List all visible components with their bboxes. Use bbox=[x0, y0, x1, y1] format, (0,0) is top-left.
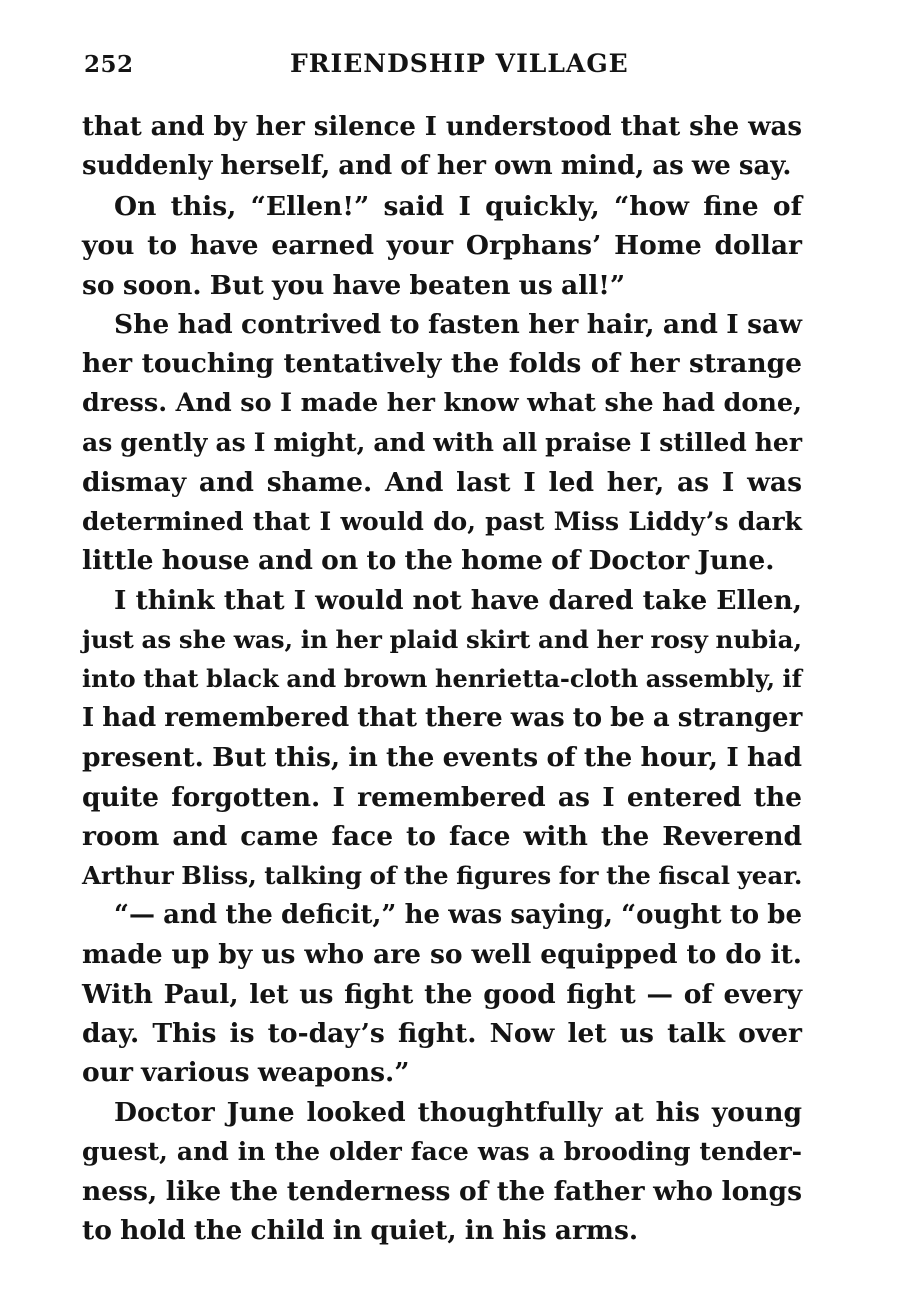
text-line: just as she was, in her plaid skirt and her rosy nubia, bbox=[82, 625, 802, 655]
text-line: into that black and brown henrietta-cloth assembly, if bbox=[82, 664, 802, 694]
text-line: “— and the deficit,” he was saying, “ought to be bbox=[114, 899, 802, 930]
text-line: that and by her silence I understood that she was bbox=[82, 112, 802, 142]
text-line: On this, “Ellen!” said I quickly, “how fine of bbox=[114, 190, 802, 222]
text-line: as gently as I might, and with all praise I stilled her bbox=[82, 428, 802, 458]
running-title: FRIENDSHIP VILLAGE bbox=[290, 49, 629, 78]
page-number: 252 bbox=[84, 51, 134, 78]
text-line: our various weapons.” bbox=[82, 1057, 410, 1089]
text-line: guest, and in the older face was a brooding tender- bbox=[82, 1137, 802, 1167]
text-line: so soon. But you have beaten us all!” bbox=[82, 269, 626, 301]
text-line: present. But this, in the events of the hour, I had bbox=[82, 742, 802, 774]
text-line: She had contrived to fasten her hair, and I saw bbox=[114, 308, 802, 340]
text-line: little house and on to the home of Doctor June. bbox=[82, 545, 775, 577]
text-line: ness, like the tenderness of the father who longs bbox=[82, 1175, 802, 1207]
text-line: you to have earned your Orphans’ Home dollar bbox=[82, 230, 802, 262]
text-line: I think that I would not have dared take Ellen, bbox=[114, 584, 802, 616]
text-line: dismay and shame. And last I led her, as I was bbox=[82, 466, 802, 498]
text-line: quite forgotten. I remembered as I entered the bbox=[82, 781, 802, 813]
text-line: Doctor June looked thoughtfully at his young bbox=[114, 1096, 802, 1128]
text-line: her touching tentatively the folds of her strange bbox=[82, 348, 802, 380]
text-line: room and came face to face with the Reverend bbox=[82, 821, 802, 853]
text-line: suddenly herself, and of her own mind, as we say. bbox=[82, 151, 792, 182]
text-line: made up by us who are so well equipped to do it. bbox=[82, 939, 802, 971]
text-line: to hold the child in quiet, in his arms. bbox=[82, 1214, 639, 1246]
text-line: Arthur Bliss, talking of the figures for the fiscal year. bbox=[82, 861, 803, 891]
text-line: With Paul, let us fight the good fight — of every bbox=[82, 978, 802, 1010]
text-line: determined that I would do, past Miss Liddy’s dark bbox=[82, 506, 802, 536]
body-text bbox=[82, 108, 802, 1250]
text-line: I had remembered that there was to be a stranger bbox=[82, 702, 803, 733]
text-line: day. This is to-day’s fight. Now let us talk over bbox=[82, 1017, 802, 1049]
running-head bbox=[84, 47, 804, 87]
text-line: dress. And so I made her know what she had done, bbox=[82, 387, 802, 418]
